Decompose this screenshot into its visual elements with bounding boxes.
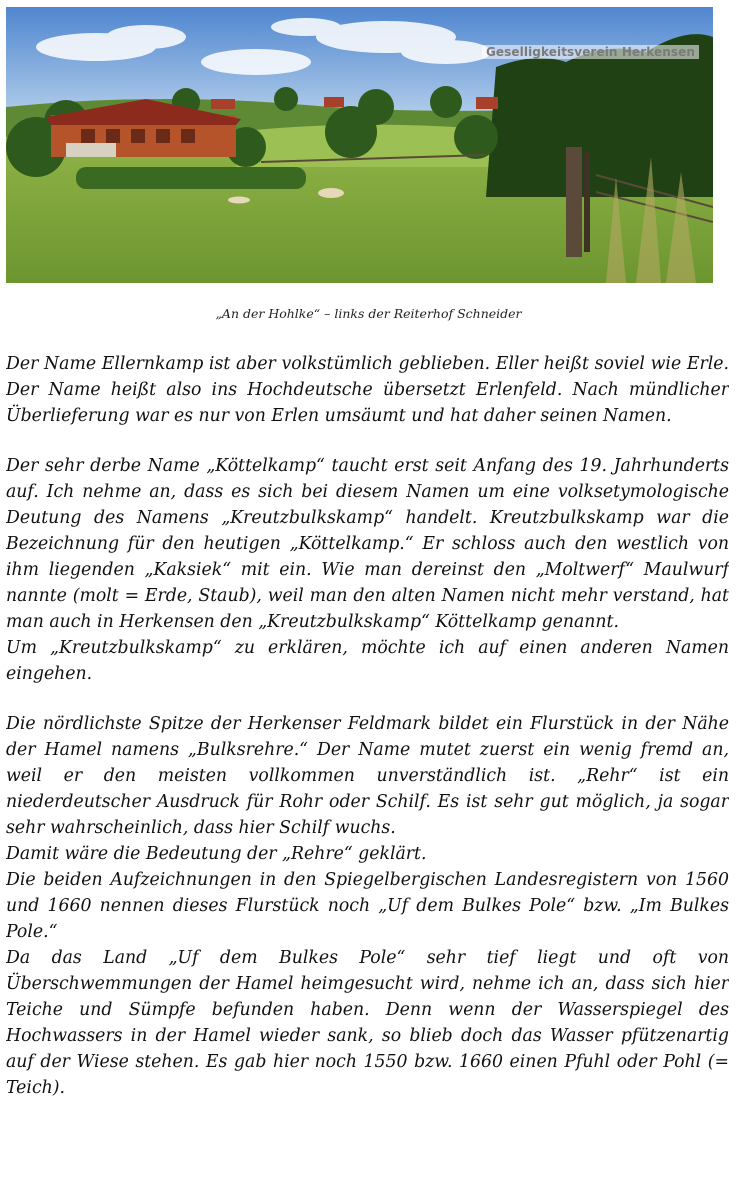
text-line: niederdeutscher Ausdruck für Rohr oder Schilf. Es ist sehr gut möglich, ja sogar — [6, 792, 729, 812]
text-line: Der Name heißt also ins Hochdeutsche übersetzt Erlenfeld. Nach mündlicher — [6, 380, 729, 400]
text-line: der Hamel namens „Bulksrehre.“ Der Name mutet zuerst ein wenig fremd an, — [6, 740, 729, 760]
text-line: weil er den meisten vollkommen unverständlich ist. „Rehr“ ist ein — [6, 766, 729, 786]
text-line: Teich). — [6, 1078, 65, 1098]
text-line: Überschwemmungen der Hamel heimgesucht wird, nehme ich an, dass sich hier — [6, 974, 729, 994]
text-line: sehr wahrscheinlich, dass hier Schilf wuchs. — [6, 818, 396, 838]
watermark-text: Geselligkeitsverein Herkensen — [482, 45, 699, 59]
text-line: auf der Wiese stehen. Es gab hier noch 1550 bzw. 1660 einen Pfuhl oder Pohl (= — [6, 1052, 729, 1072]
text-line: Pole.“ — [6, 922, 58, 942]
text-line: Hochwassers in der Hamel wieder sank, so blieb doch das Wasser pfützenartig — [6, 1026, 729, 1046]
text-line: Um „Kreutzbulkskamp“ zu erklären, möchte ich auf einen anderen Namen — [6, 638, 729, 658]
text-line: Da das Land „Uf dem Bulkes Pole“ sehr tief liegt und oft von — [6, 948, 729, 968]
text-line: Bezeichnung für den heutigen „Köttelkamp.“ Er schloss auch den westlich von — [6, 534, 729, 554]
text-line: Die nördlichste Spitze der Herkenser Feldmark bildet ein Flurstück in der Nähe — [6, 714, 729, 734]
text-line: nannte (molt = Erde, Staub), weil man den alten Namen nicht mehr verstand, hat — [6, 586, 729, 606]
text-line: Teiche und Sümpfe befunden haben. Denn wenn der Wasserspiegel des — [6, 1000, 729, 1020]
body-text — [6, 351, 729, 1125]
text-line: Der sehr derbe Name „Köttelkamp“ taucht erst seit Anfang des 19. Jahrhunderts — [6, 456, 729, 476]
paragraph-3 — [6, 711, 729, 1101]
text-line: Deutung des Namens „Kreutzbulkskamp“ handelt. Kreutzbulkskamp war die — [6, 508, 729, 528]
landscape-photo — [6, 7, 713, 283]
paragraph-1 — [6, 351, 729, 429]
text-line: Überlieferung war es nur von Erlen umsäumt und hat daher seinen Namen. — [6, 406, 672, 426]
text-line: Damit wäre die Bedeutung der „Rehre“ geklärt. — [6, 844, 427, 864]
paragraph-2 — [6, 453, 729, 687]
text-line: ihm liegenden „Kaksiek“ mit ein. Wie man dereinst den „Moltwerf“ Maulwurf — [6, 560, 729, 580]
text-line: man auch in Herkensen den „Kreutzbulkskamp“ Köttelkamp genannt. — [6, 612, 619, 632]
text-line: und 1660 nennen dieses Flurstück noch „Uf dem Bulkes Pole“ bzw. „Im Bulkes — [6, 896, 729, 916]
text-line: Der Name Ellernkamp ist aber volkstümlich geblieben. Eller heißt soviel wie Erle. — [6, 354, 729, 374]
text-line: eingehen. — [6, 664, 93, 684]
text-line: Die beiden Aufzeichnungen in den Spiegelbergischen Landesregistern von 1560 — [6, 870, 729, 890]
text-line: auf. Ich nehme an, dass es sich bei diesem Namen um eine volksetymologische — [6, 482, 729, 502]
photo-caption: „An der Hohlke“ – links der Reiterhof Schneider — [215, 306, 522, 321]
